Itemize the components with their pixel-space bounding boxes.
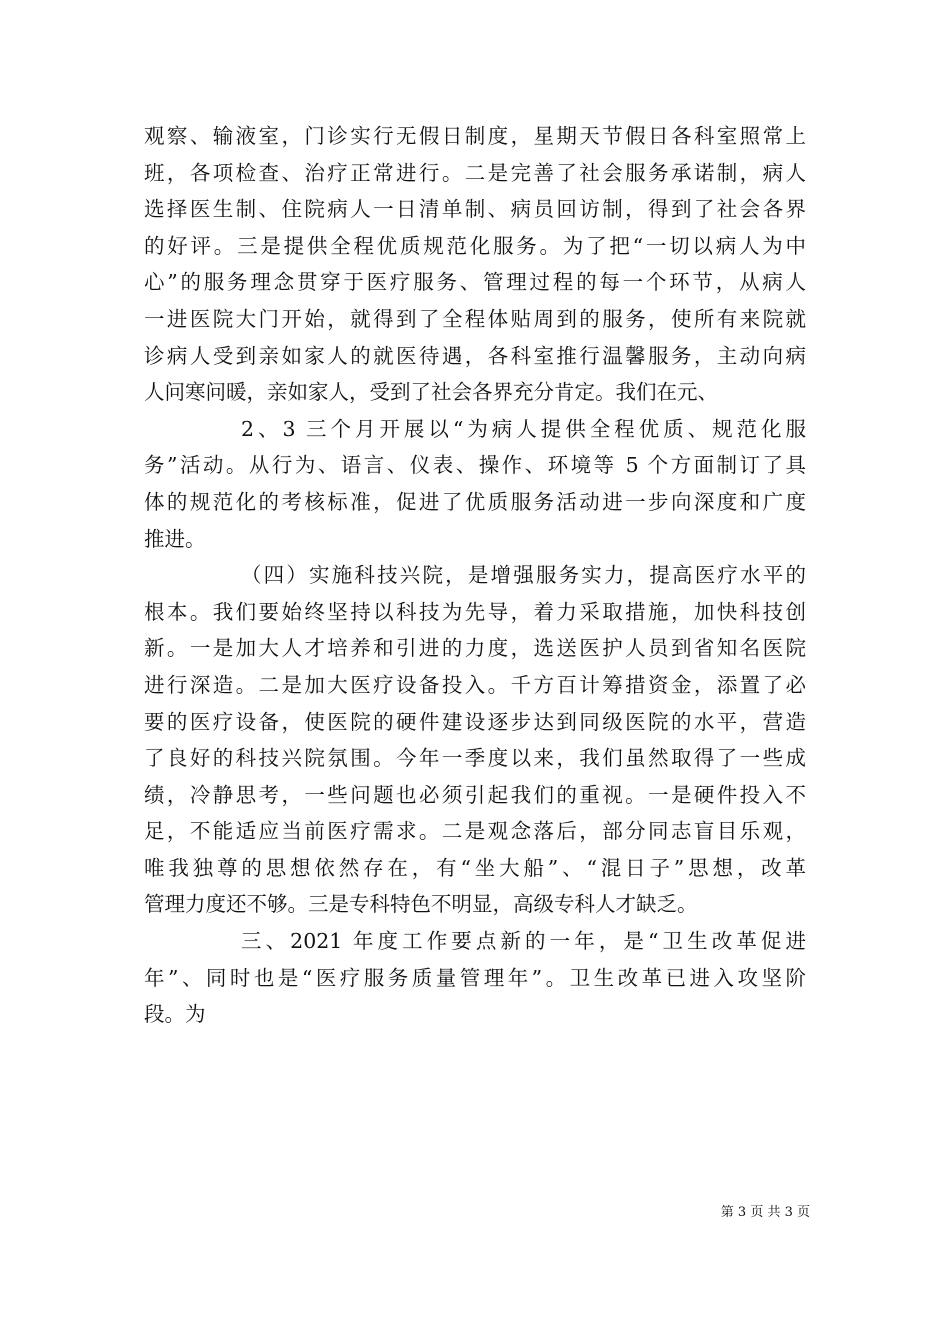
text-line: 班，各项检查、治疗正常进行。二是完善了社会服务承诺制，病人 [144, 160, 806, 185]
text-line: 诊病人受到亲如家人的就医待遇，各科室推行温馨服务，主动向病 [144, 343, 806, 368]
text-line: 管理力度还不够。三是专科特色不明显，高级专科人才缺乏。 [144, 892, 698, 917]
page-number: 第 3 页 共 3 页 [720, 1205, 810, 1220]
text-line: 选择医生制、住院病人一日清单制、病员回访制，得到了社会各界 [144, 197, 806, 222]
text-line: 一进医院大门开始，就得到了全程体贴周到的服务，使所有来院就 [144, 306, 806, 331]
text-line: 人问寒问暖，亲如家人，受到了社会各界充分肯定。我们在元、 [144, 380, 718, 405]
text-line: 务”活动。从行为、语言、仪表、操作、环境等 5 个方面制订了具 [144, 453, 806, 478]
text-line: 观察、输液室，门诊实行无假日制度，星期天节假日各科室照常上 [144, 124, 806, 148]
text-line: 根本。我们要始终坚持以科技为先导，着力采取措施，加快科技创 [144, 599, 806, 624]
text-line: 了良好的科技兴院氛围。今年一季度以来，我们虽然取得了一些成 [144, 746, 806, 771]
text-line: 绩，冷静思考，一些问题也必须引起我们的重视。一是硬件投入不 [144, 782, 806, 807]
text-line: 推进。 [144, 526, 206, 551]
text-line: 段。为 [144, 1002, 206, 1027]
text-line: 足，不能适应当前医疗需求。二是观念落后，部分同志盲目乐观， [144, 819, 806, 844]
text-line: （四）实施科技兴院，是增强服务实力，提高医疗水平的 [241, 563, 806, 588]
text-line: 三、2021 年度工作要点新的一年，是“卫生改革促进 [241, 929, 806, 954]
text-line: 的好评。三是提供全程优质规范化服务。为了把“一切以病人为中 [144, 233, 806, 258]
text-line: 新。一是加大人才培养和引进的力度，选送医护人员到省知名医院 [144, 636, 806, 661]
text-line: 2、3 三个月开展以“为病人提供全程优质、规范化服 [241, 416, 806, 441]
text-line: 心”的服务理念贯穿于医疗服务、管理过程的每一个环节，从病人 [144, 270, 806, 295]
text-line: 年”、同时也是“医疗服务质量管理年”。卫生改革已进入攻坚阶 [144, 965, 806, 990]
document-body [144, 118, 806, 1033]
text-line: 体的规范化的考核标准，促进了优质服务活动进一步向深度和广度 [144, 489, 806, 514]
text-line: 唯我独尊的思想依然存在，有“坐大船”、“混日子”思想，改革 [144, 855, 806, 880]
text-line: 进行深造。二是加大医疗设备投入。千方百计筹措资金，添置了必 [144, 672, 806, 697]
text-line: 要的医疗设备，使医院的硬件建设逐步达到同级医院的水平，营造 [144, 709, 806, 734]
